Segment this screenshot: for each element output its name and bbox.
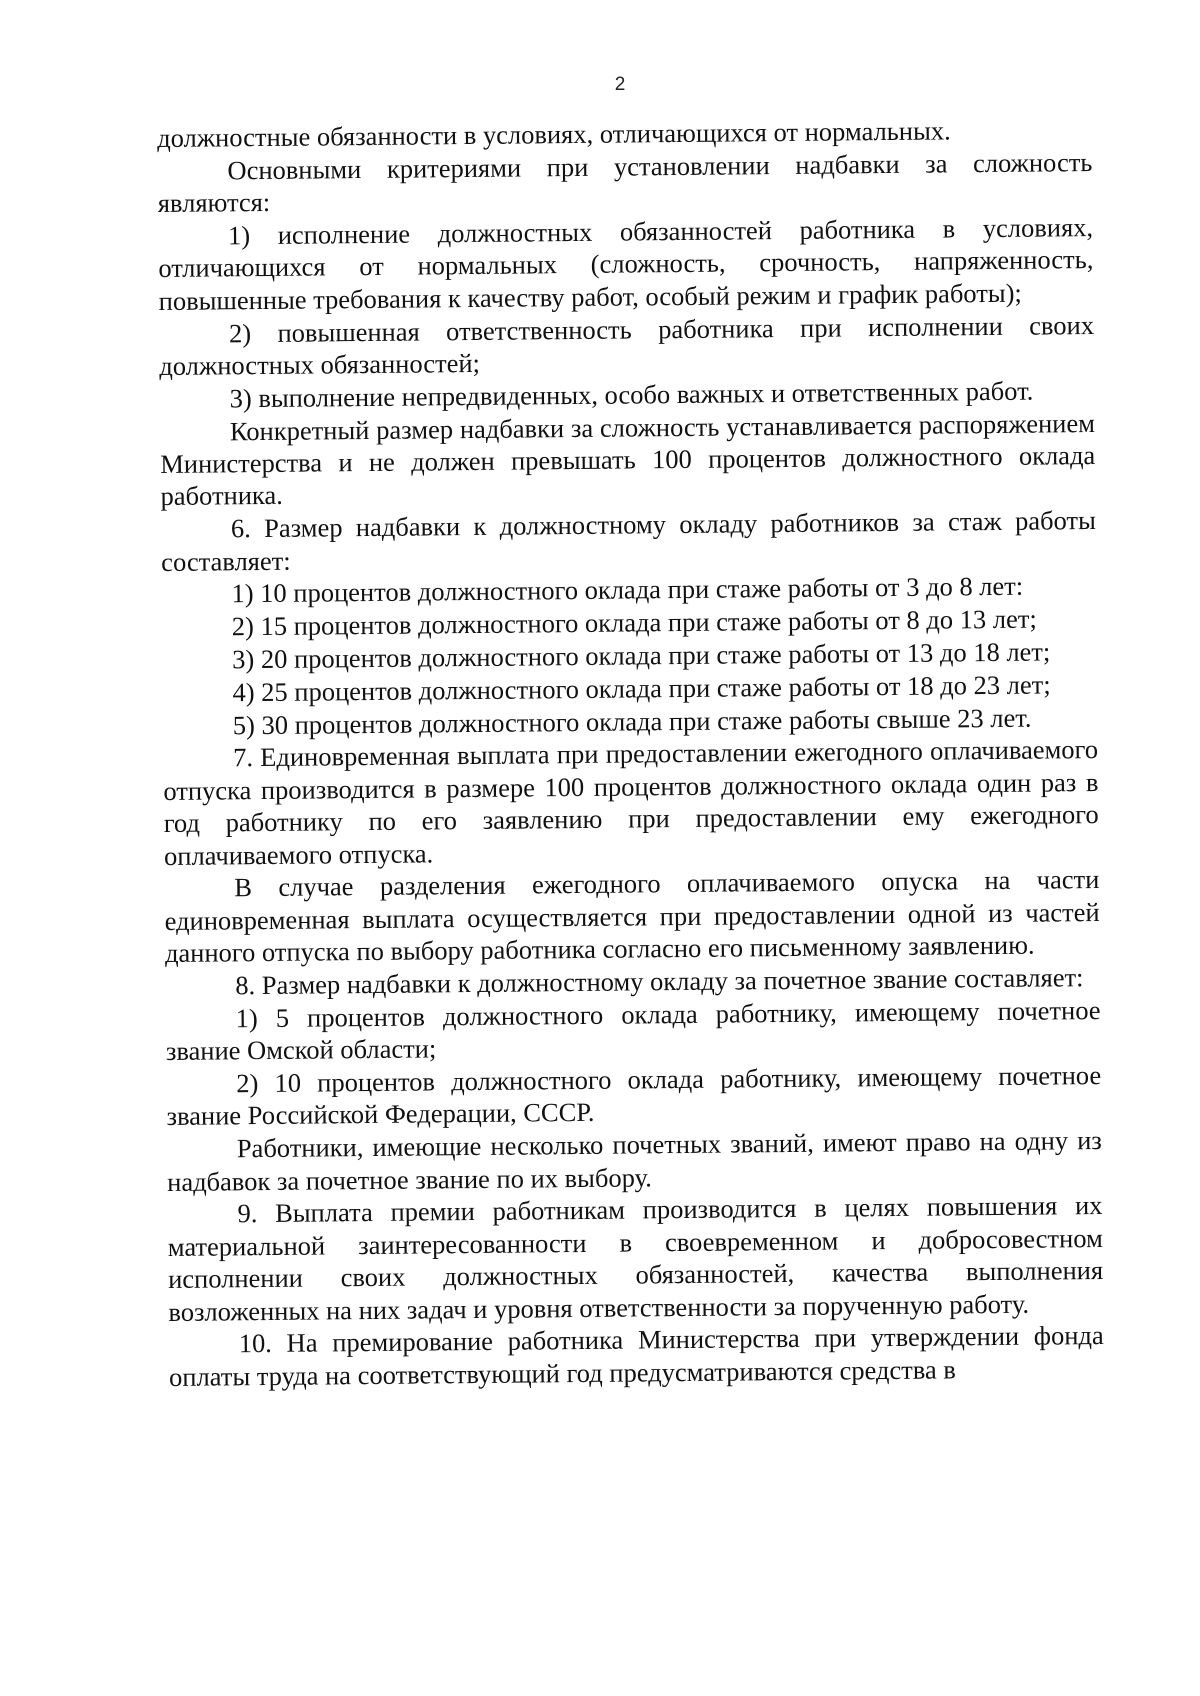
list-item: 1) 5 процентов должностного оклада работнику, имеющему почетное звание Омской области; — [165, 994, 1101, 1067]
section-paragraph: 8. Размер надбавки к должностному окладу за почетное звание составляет: — [235, 962, 1084, 1001]
section-paragraph: 6. Размер надбавки к должностному окладу работников за стаж работы составляет: — [161, 505, 1097, 577]
list-item: 3) 20 процентов должностного оклада при стаже работы от 13 до 18 лет; — [232, 636, 1051, 675]
paragraph: Основными критериями при установлении надбавки за сложность являются: — [157, 146, 1093, 219]
list-item: 2) повышенная ответственность работника при исполнении своих должностных обязанностей; — [159, 309, 1095, 382]
list-item: 1) исполнение должностных обязанностей работника в условиях, отличающихся от нормальных (сложность, срочность, напряженность, повышенные требования к качеству работ, особый режим и график работы); — [158, 212, 1094, 316]
section-paragraph: 7. Единовременная выплата при предоставлении ежегодного оплачиваемого отпуска производится в размере 100 процентов должностного оклада один раз в год работнику по его заявлению при предоставлении ему ежегодного оплачиваемого отпуска. — [163, 734, 1099, 871]
list-item: 3) выполнение непредвиденных, особо важных и ответственных работ. — [229, 375, 1034, 414]
paragraph: Работники, имеющие несколько почетных званий, имеют право на одну из надбавок за почетное звание по их выбору. — [167, 1125, 1102, 1197]
list-item: 5) 30 процентов должностного оклада при стаже работы свыше 23 лет. — [232, 702, 1032, 740]
page-number: 2 — [614, 74, 626, 95]
section-paragraph: 10. На премирование работника Министерства при утверждении фонда оплаты труда на соответствующий год предусматриваются средства в — [168, 1320, 1104, 1392]
list-item: 4) 25 процентов должностного оклада при стаже работы от 18 до 23 лет; — [232, 669, 1051, 708]
list-item: 1) 10 процентов должностного оклада при стаже работы от 3 до 8 лет: — [231, 571, 1024, 609]
section-paragraph: 9. Выплата премии работникам производится в целях повышения их материальной заинтересованности в своевременном и добросовестном исполнении своих должностных обязанностей, качества выполнения возложенных на них задач и уровня ответственности за порученную работу. — [167, 1190, 1104, 1327]
paragraph: В случае разделения ежегодного оплачиваемого опуска на части единовременная выплата осуществляется при предоставлении одной из частей данного отпуска по выбору работника согласно его письменному заявлению. — [164, 864, 1100, 969]
paragraph: должностные обязанности в условиях, отличающихся от нормальных. — [157, 115, 951, 153]
list-item: 2) 10 процентов должностного оклада работнику, имеющему почетное звание Российской Федерации, СССР. — [166, 1060, 1102, 1132]
document-body — [157, 113, 1104, 1394]
list-item: 2) 15 процентов должностного оклада при стаже работы от 8 до 13 лет; — [231, 603, 1037, 642]
paragraph: Конкретный размер надбавки за сложность устанавливается распоряжением Министерства и не должен превышать 100 процентов должностного оклада работника. — [160, 407, 1096, 512]
